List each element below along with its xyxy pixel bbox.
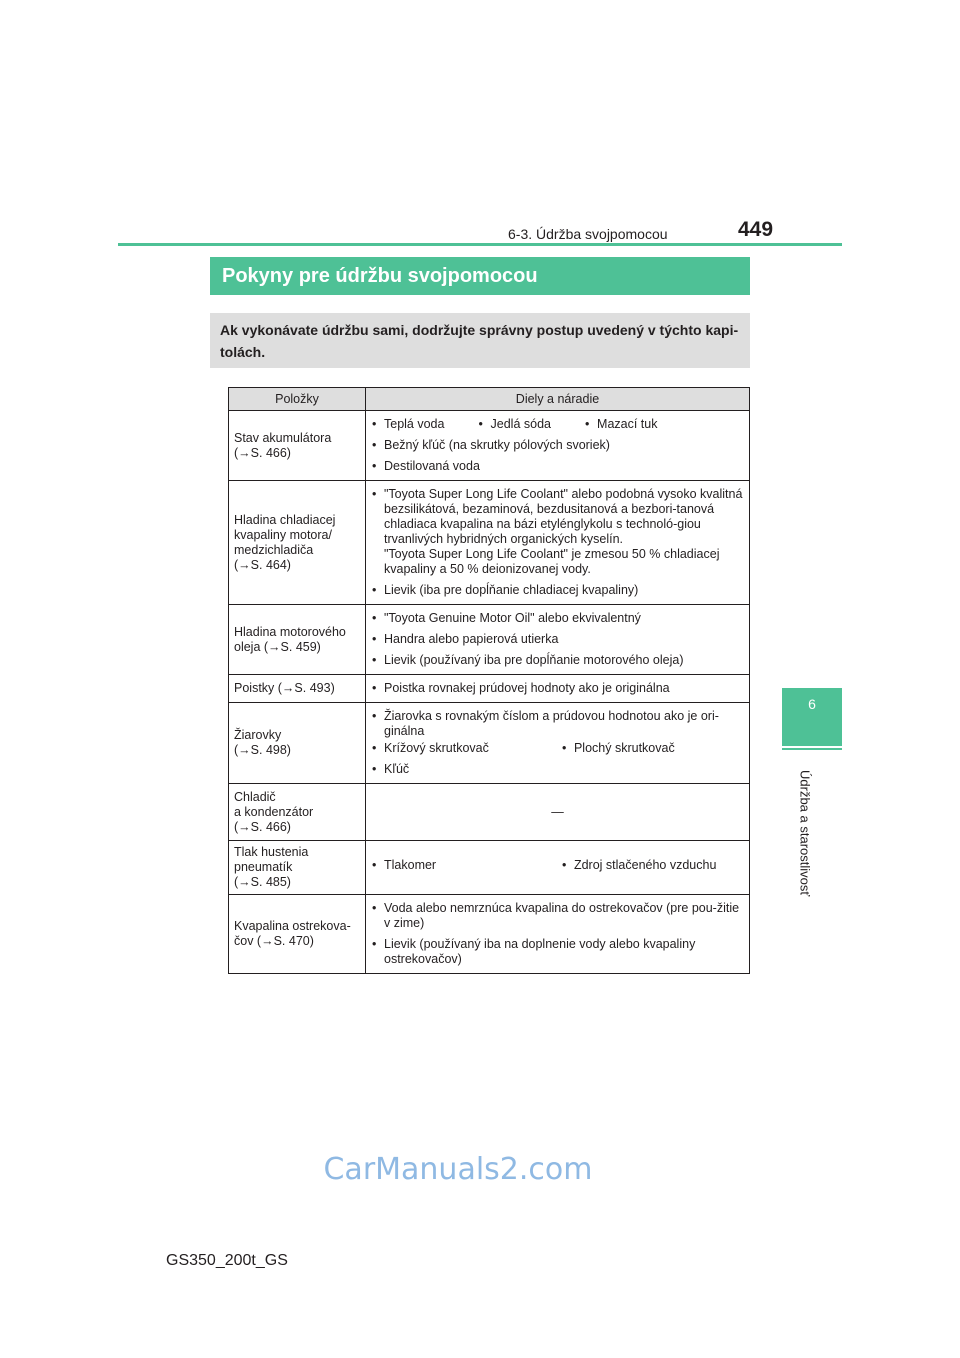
parts-list-item: • Voda alebo nemrznúca kvapalina do ostrekovačov (pre pou-žitie v zime) bbox=[371, 901, 744, 931]
table-row bbox=[229, 481, 750, 605]
item-cell: Kvapalina ostrekova- čov (→S. 470) bbox=[229, 895, 366, 974]
parts-list-item: • Teplá voda bbox=[371, 417, 478, 432]
table-row bbox=[229, 784, 750, 841]
chapter-number: 6 bbox=[808, 696, 816, 712]
section-title: Pokyny pre údržbu svojpomocou bbox=[210, 257, 750, 295]
item-cell: Chladič a kondenzátor (→S. 466) bbox=[229, 784, 366, 841]
parts-cell bbox=[366, 605, 750, 675]
item-cell: Tlak hustenia pneumatík (→S. 485) bbox=[229, 841, 366, 895]
item-cell: Stav akumulátora (→S. 466) bbox=[229, 411, 366, 481]
parts-list-item: • Plochý skrutkovač bbox=[561, 741, 744, 756]
no-parts-dash: — bbox=[551, 804, 564, 819]
table-row bbox=[229, 675, 750, 703]
watermark: CarManuals2.com bbox=[323, 1152, 593, 1187]
parts-list bbox=[371, 611, 744, 668]
parts-list bbox=[371, 681, 744, 696]
table-row bbox=[229, 895, 750, 974]
parts-cell bbox=[366, 841, 750, 895]
column-header-parts: Diely a náradie bbox=[366, 388, 750, 411]
item-cell: Hladina chladiacej kvapaliny motora/ medzichladiča (→S. 464) bbox=[229, 481, 366, 605]
parts-list-item: • Lievik (používaný iba pre dopĺňanie motorového oleja) bbox=[371, 653, 744, 668]
parts-list-item: • "Toyota Super Long Life Coolant" alebo podobná vysoko kvalitná bezsilikátová, bezaminová, bezdusitanová a bezbori-tanová chladiaca kvapalina na bázi etylénglykolu s technoló-giou trvanlivých hybridných organických kyselín. "Toyota Super Long Life Coolant" je zmesou 50 % chladiacej kvapaliny a 50 % deionizovanej vody. bbox=[371, 487, 744, 577]
document-code: GS350_200t_GS bbox=[166, 1252, 288, 1269]
parts-list bbox=[371, 762, 744, 777]
parts-list-item: • Krížový skrutkovač bbox=[371, 741, 561, 756]
table-row bbox=[229, 411, 750, 481]
parts-list-item: • Tlakomer bbox=[371, 858, 561, 873]
parts-list bbox=[371, 487, 744, 598]
parts-list-item: • Lievik (iba pre dopĺňanie chladiacej kvapaliny) bbox=[371, 583, 744, 598]
parts-list-item: • Zdroj stlačeného vzduchu bbox=[561, 858, 744, 873]
parts-inline-list bbox=[371, 741, 744, 756]
item-cell: Hladina motorového oleja (→S. 459) bbox=[229, 605, 366, 675]
parts-table bbox=[228, 387, 750, 974]
header-rule bbox=[118, 243, 842, 246]
parts-list bbox=[371, 438, 744, 474]
chapter-tab-rule bbox=[782, 748, 842, 750]
item-cell: Poistky (→S. 493) bbox=[229, 675, 366, 703]
parts-list-item: • "Toyota Genuine Motor Oil" alebo ekvivalentný bbox=[371, 611, 744, 626]
table-row bbox=[229, 703, 750, 784]
intro-text: Ak vykonávate údržbu sami, dodržujte správny postup uvedený v týchto kapi-tolách. bbox=[210, 313, 750, 368]
parts-list-item: • Kľúč bbox=[371, 762, 744, 777]
parts-inline-list bbox=[371, 417, 744, 432]
parts-cell bbox=[366, 703, 750, 784]
item-cell: Žiarovky (→S. 498) bbox=[229, 703, 366, 784]
header-section: 6-3. Údržba svojpomocou bbox=[508, 226, 668, 242]
chapter-tab bbox=[782, 688, 842, 746]
table-row bbox=[229, 841, 750, 895]
parts-list-item: • Jedlá sóda bbox=[478, 417, 585, 432]
parts-cell bbox=[366, 411, 750, 481]
parts-cell bbox=[366, 895, 750, 974]
parts-cell bbox=[366, 675, 750, 703]
parts-list-item: • Poistka rovnakej prúdovej hodnoty ako je originálna bbox=[371, 681, 744, 696]
table-body bbox=[229, 411, 750, 974]
parts-cell bbox=[366, 784, 750, 841]
parts-list-item: • Bežný kľúč (na skrutky pólových svoriek) bbox=[371, 438, 744, 453]
parts-list-item: • Lievik (používaný iba na doplnenie vody alebo kvapaliny ostrekovačov) bbox=[371, 937, 744, 967]
page-number: 449 bbox=[738, 218, 774, 241]
parts-list-item: • Handra alebo papierová utierka bbox=[371, 632, 744, 647]
parts-list bbox=[371, 709, 744, 739]
parts-list bbox=[371, 901, 744, 967]
parts-inline-list bbox=[371, 858, 744, 873]
parts-list-item: • Žiarovka s rovnakým číslom a prúdovou hodnotou ako je ori-ginálna bbox=[371, 709, 744, 739]
table-row bbox=[229, 605, 750, 675]
chapter-label: Údržba a starostlivosť bbox=[797, 769, 813, 897]
column-header-items: Položky bbox=[229, 388, 366, 411]
parts-list-item: • Destilovaná voda bbox=[371, 459, 744, 474]
table-header-row bbox=[229, 388, 750, 411]
parts-cell bbox=[366, 481, 750, 605]
parts-list-item: • Mazací tuk bbox=[584, 417, 744, 432]
